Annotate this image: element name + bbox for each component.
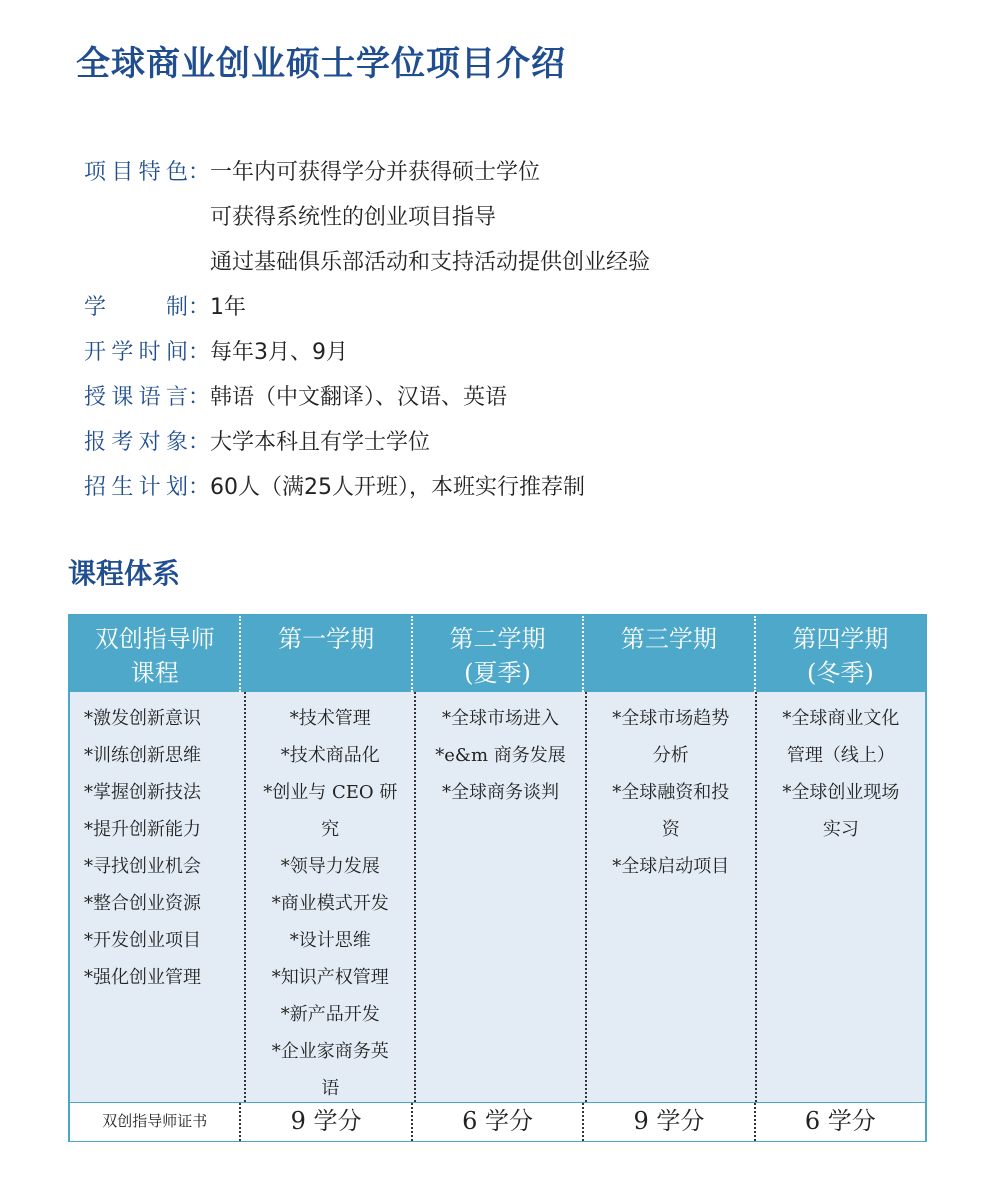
info-value: 韩语（中文翻译）、汉语、英语 [210,385,508,410]
course-item: 管理（线上） [786,745,895,766]
table-body-row [70,692,925,1102]
header-line: 第一学期 [278,625,375,653]
header-line: 第四学期 [792,625,889,653]
page-title: 全球商业创业硕士学位项目介绍 [76,44,566,84]
info-row-features-3 [84,238,944,283]
course-item: *领导力发展 [280,856,380,877]
course-item: *寻找创业机会 [84,856,201,877]
info-label: 学 制 [84,295,188,320]
info-row-enrollment [84,463,944,508]
header-cell [241,616,412,692]
course-item: *全球市场趋势 [612,708,730,729]
info-value: 通过基础俱乐部活动和支持活动提供创业经验 [210,250,651,275]
course-item: *训练创新思维 [84,745,201,766]
header-cell [756,616,925,692]
header-cell [413,616,584,692]
header-line: 第三学期 [620,625,717,653]
course-item: 资 [661,819,680,840]
info-row-features [84,148,944,193]
course-item: *技术管理 [289,708,371,729]
course-item: *全球创业现场 [782,782,900,803]
info-label: 报考对象 [84,430,188,455]
info-row-duration [84,283,944,328]
info-colon: ： [188,295,211,320]
course-item: *e&m 商务发展 [435,745,566,766]
info-colon: ： [188,430,211,455]
header-line: (冬季) [806,659,874,687]
info-value: 大学本科且有学士学位 [210,430,431,455]
footer-cell: 双创指导师证书 [70,1103,241,1141]
info-row-eligibility [84,418,944,463]
course-item: *设计思维 [289,930,371,951]
course-item: *全球商业文化 [782,708,900,729]
header-line: (夏季) [464,659,531,687]
header-line: 课程 [130,659,179,687]
info-value: 60人（满25人开班），本班实行推荐制 [210,475,585,500]
course-item: *开发创业项目 [84,930,201,951]
info-colon: ： [188,160,211,185]
info-label: 授课语言 [84,385,188,410]
info-value: 1年 [210,295,246,320]
header-cell [70,616,241,692]
program-info [84,148,944,508]
course-item: *全球融资和投 [612,782,730,803]
info-label: 招生计划 [84,475,188,500]
info-value: 每年3月、9月 [210,340,348,365]
table-header-row [70,616,925,692]
info-colon: ： [188,475,211,500]
info-colon: ： [188,340,211,365]
course-item: *新产品开发 [280,1004,380,1025]
course-column [246,692,416,1102]
course-item: 语 [321,1078,340,1099]
course-item: 实习 [822,819,859,840]
info-label: 项目特色 [84,160,188,185]
course-item: *企业家商务英 [271,1041,389,1062]
course-item: *全球商务谈判 [442,782,559,803]
curriculum-table [68,614,927,1142]
table-footer-row [70,1102,925,1141]
course-column [587,692,757,1102]
course-item: *整合创业资源 [84,893,201,914]
info-label: 开学时间 [84,340,188,365]
footer-cell: 6 学分 [413,1103,584,1141]
info-value: 一年内可获得学分并获得硕士学位 [210,160,541,185]
section-title: 课程体系 [68,557,181,590]
course-item: *全球市场进入 [442,708,559,729]
course-column [70,692,246,1102]
course-item: *提升创新能力 [84,819,201,840]
header-line: 双创指导师 [94,625,215,653]
footer-cell: 9 学分 [584,1103,755,1141]
course-column [416,692,586,1102]
info-value: 可获得系统性的创业项目指导 [210,205,497,230]
header-cell [584,616,755,692]
footer-cell: 9 学分 [241,1103,412,1141]
header-line: 第二学期 [449,625,546,653]
course-item: 分析 [652,745,689,766]
course-item: *创业与 CEO 研 [263,782,398,803]
course-item: *强化创业管理 [84,967,201,988]
course-item: *掌握创新技法 [84,782,201,803]
footer-cell: 6 学分 [804,1107,876,1135]
course-item: *知识产权管理 [271,967,389,988]
info-row-language [84,373,944,418]
info-colon: ： [188,385,211,410]
course-item: *激发创新意识 [84,708,201,729]
course-item: *全球启动项目 [612,856,730,877]
course-item: *技术商品化 [280,745,380,766]
info-row-features-2 [84,193,944,238]
course-item: 究 [321,819,340,840]
course-column [757,692,925,1102]
info-row-start-time [84,328,944,373]
course-item: *商业模式开发 [271,893,389,914]
